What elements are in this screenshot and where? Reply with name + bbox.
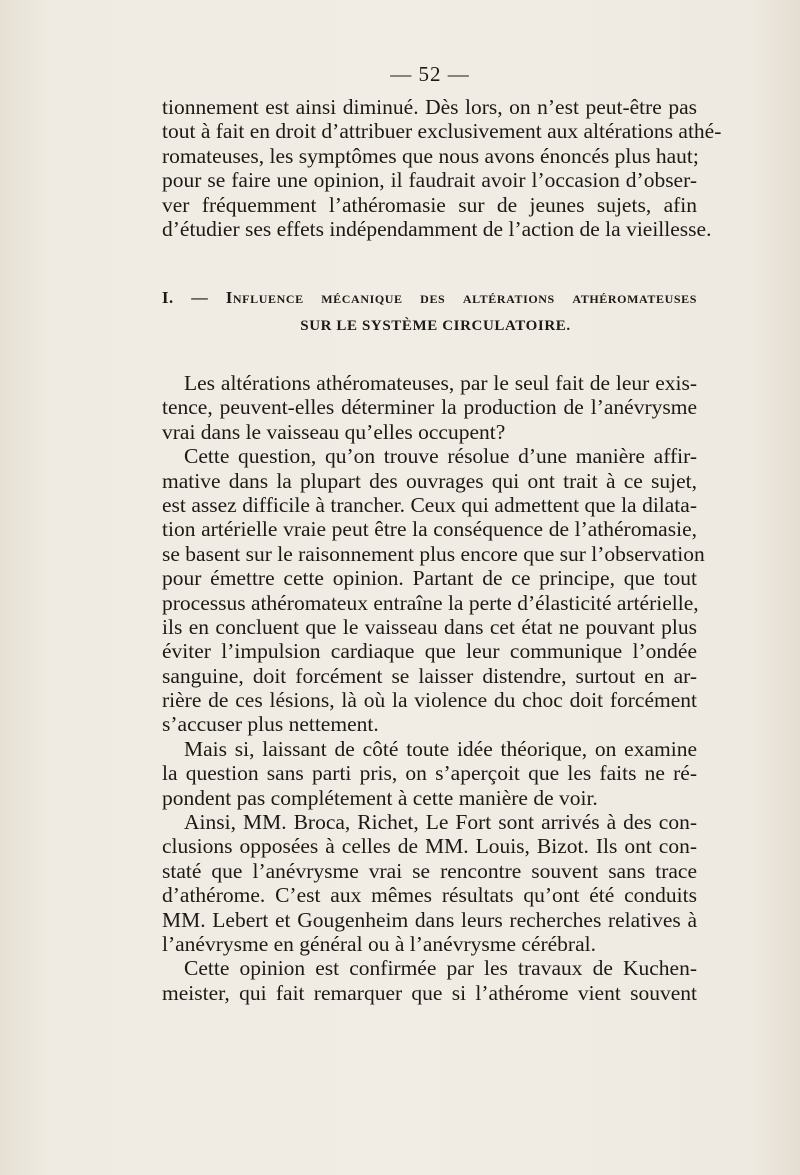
text-line: se basent sur le raisonnement plus encore que sur l’observation — [162, 541, 705, 566]
page-number: — 52 — — [390, 62, 470, 86]
text-line: pondent pas complétement à cette manière de voir. — [162, 785, 598, 810]
text-line: est assez difficile à trancher. Ceux qui admettent que la dilata- — [162, 492, 697, 517]
text-line: MM. Lebert et Gougenheim dans leurs recherches relatives à — [162, 907, 697, 932]
text-line: vrai dans le vaisseau qu’elles occupent? — [162, 419, 506, 444]
text-line: processus athéromateux entraîne la perte d’élasticité artérielle, — [162, 590, 699, 615]
text-line: tion artérielle vraie peut être la conséquence de l’athéromasie, — [162, 517, 697, 542]
text-line: pour se faire une opinion, il faudrait avoir l’occasion d’obser- — [162, 168, 697, 193]
text-line: Cette opinion est confirmée par les travaux de Kuchen- — [184, 956, 697, 981]
text-line: ils en concluent que le vaisseau dans cet état ne pouvant plus — [162, 614, 697, 639]
section-heading-line-2: SUR LE SYSTÈME CIRCULATOIRE. — [300, 318, 571, 334]
text-line: tout à fait en droit d’attribuer exclusivement aux altérations athé- — [162, 119, 722, 144]
text-line: romateuses, les symptômes que nous avons énoncés plus haut; — [162, 143, 699, 168]
text-line: ver fréquemment l’athéromasie sur de jeunes sujets, afin — [162, 192, 697, 217]
text-line: Les altérations athéromateuses, par le seul fait de leur exis- — [184, 371, 697, 395]
text-line: clusions opposées à celles de MM. Louis, Bizot. Ils ont con- — [162, 834, 697, 859]
text-line: tence, peuvent-elles déterminer la production de l’anévrysme — [162, 395, 697, 420]
text-line: meister, qui fait remarquer que si l’athérome vient souvent — [162, 980, 697, 1005]
text-line: éviter l’impulsion cardiaque que leur communique l’ondée — [162, 639, 697, 664]
text-line: Mais si, laissant de côté toute idée théorique, on examine — [184, 736, 697, 761]
text-line: l’anévrysme en général ou à l’anévrysme cérébral. — [162, 931, 596, 956]
text-line: la question sans parti pris, on s’aperçoit que les faits ne ré- — [162, 761, 697, 786]
body-text — [162, 371, 705, 1005]
section-heading — [162, 288, 697, 335]
text-line: Cette question, qu’on trouve résolue d’une manière affir- — [184, 444, 697, 469]
text-line: staté que l’anévrysme vrai se rencontre souvent sans trace — [162, 858, 697, 883]
text-line: d’étudier ses effets indépendamment de l’action de la vieillesse. — [162, 216, 712, 241]
text-line: tionnement est ainsi diminué. Dès lors, on n’est peut-être pas — [162, 95, 697, 119]
text-line: rière de ces lésions, là où la violence du choc doit forcément — [162, 688, 697, 713]
text-line: pour émettre cette opinion. Partant de ce principe, que tout — [162, 566, 697, 591]
text-line: s’accuser plus nettement. — [162, 712, 379, 737]
opening-paragraph — [162, 95, 722, 241]
text-line: Ainsi, MM. Broca, Richet, Le Fort sont arrivés à des con- — [184, 810, 697, 835]
text-line: sanguine, doit forcément se laisser distendre, surtout en ar- — [162, 663, 697, 688]
section-heading-line-1: I. — Influence mécanique des altérations athéromateuses — [162, 288, 697, 307]
text-line: d’athérome. C’est aux mêmes résultats qu’ont été conduits — [162, 883, 697, 908]
text-line: mative dans la plupart des ouvrages qui ont trait à ce sujet, — [162, 468, 697, 493]
